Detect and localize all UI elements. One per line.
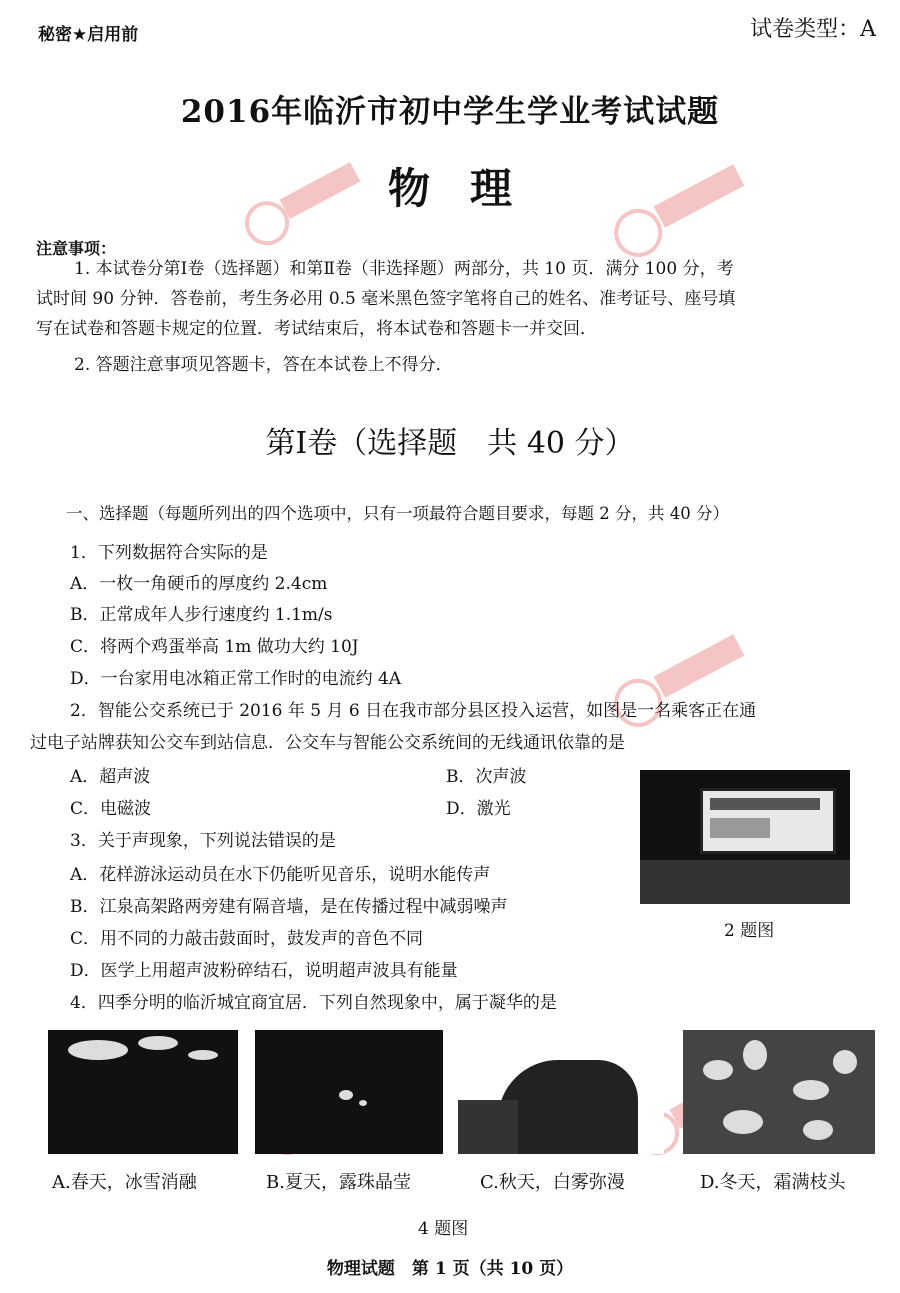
confidential-label: 秘密★启用前 bbox=[38, 25, 139, 45]
question-3-option-a: A．花样游泳运动员在水下仍能听见音乐，说明水能传声 bbox=[70, 865, 491, 885]
question-2-option-d: D．激光 bbox=[446, 799, 511, 819]
page-footer: 物理试题 第 1 页（共 10 页） bbox=[326, 1259, 574, 1279]
question-2-option-a: A．超声波 bbox=[70, 767, 151, 787]
question-1-option-b: B．正常成年人步行速度约 1.1m/s bbox=[70, 605, 333, 625]
question-1-stem: 1．下列数据符合实际的是 bbox=[70, 543, 268, 563]
question-3-option-c: C．用不同的力敲击鼓面时，鼓发声的音色不同 bbox=[70, 929, 424, 949]
question-4-option-d: D.冬天，霜满枝头 bbox=[700, 1172, 846, 1193]
section-instruction: 一、选择题（每题所列出的四个选项中，只有一项最符合题目要求，每题 2 分，共 40 分） bbox=[66, 504, 729, 523]
question-2-stem-line-2: 过电子站牌获知公交车到站信息．公交车与智能公交系统间的无线通讯依靠的是 bbox=[30, 733, 625, 753]
question-4-photo-a bbox=[48, 1030, 238, 1154]
notice-item-2: 2. 答题注意事项见答题卡，答在本试卷上不得分． bbox=[74, 355, 453, 375]
question-3-option-d: D．医学上用超声波粉碎结石，说明超声波具有能量 bbox=[70, 961, 458, 981]
question-2-option-c: C．电磁波 bbox=[70, 799, 152, 819]
question-4-stem: 4．四季分明的临沂城宜商宜居．下列自然现象中，属于凝华的是 bbox=[70, 993, 557, 1013]
exam-title: 2016年临沂市初中学生学业考试试题 bbox=[180, 94, 720, 130]
question-4-option-c: C.秋天，白雾弥漫 bbox=[480, 1172, 625, 1193]
question-2-figure-caption: 2 题图 bbox=[724, 921, 775, 941]
notice-item-1-line-2: 试时间 90 分钟．答卷前，考生务必用 0.5 毫米黑色签字笔将自己的姓名、准考证号、座号填 bbox=[36, 289, 736, 309]
question-4-option-a: A.春天，冰雪消融 bbox=[52, 1172, 197, 1193]
question-4-option-b: B.夏天，露珠晶莹 bbox=[266, 1172, 411, 1193]
paper-type-label: 试卷类型：A bbox=[750, 17, 876, 42]
subject-title: 物理 bbox=[387, 164, 552, 213]
question-1-option-d: D．一台家用电冰箱正常工作时的电流约 4A bbox=[70, 669, 402, 689]
section-title: 第Ⅰ卷（选择题 共 40 分） bbox=[265, 426, 635, 461]
question-4-photo-b bbox=[255, 1030, 443, 1154]
notice-item-1-line-1: 1. 本试卷分第Ⅰ卷（选择题）和第Ⅱ卷（非选择题）两部分，共 10 页．满分 100 分，考 bbox=[74, 259, 734, 279]
question-4-photo-c bbox=[458, 1030, 664, 1154]
notice-item-1-line-3: 写在试卷和答题卡规定的位置．考试结束后，将本试卷和答题卡一并交回． bbox=[36, 319, 597, 339]
question-2-stem-line-1: 2．智能公交系统已于 2016 年 5 月 6 日在我市部分县区投入运营，如图是一名乘客正在通 bbox=[70, 701, 757, 721]
question-4-photo-d bbox=[683, 1030, 875, 1154]
question-2-figure-photo bbox=[640, 770, 850, 904]
question-1-option-a: A．一枚一角硬币的厚度约 2.4cm bbox=[70, 574, 328, 594]
question-3-stem: 3．关于声现象，下列说法错误的是 bbox=[70, 831, 336, 851]
question-1-option-c: C．将两个鸡蛋举高 1m 做功大约 10J bbox=[70, 637, 359, 657]
question-2-option-b: B．次声波 bbox=[446, 767, 527, 787]
question-3-option-b: B．江泉高架路两旁建有隔音墙，是在传播过程中减弱噪声 bbox=[70, 897, 508, 917]
question-4-figure-caption: 4 题图 bbox=[418, 1219, 469, 1239]
notice-heading: 注意事项： bbox=[36, 239, 117, 258]
